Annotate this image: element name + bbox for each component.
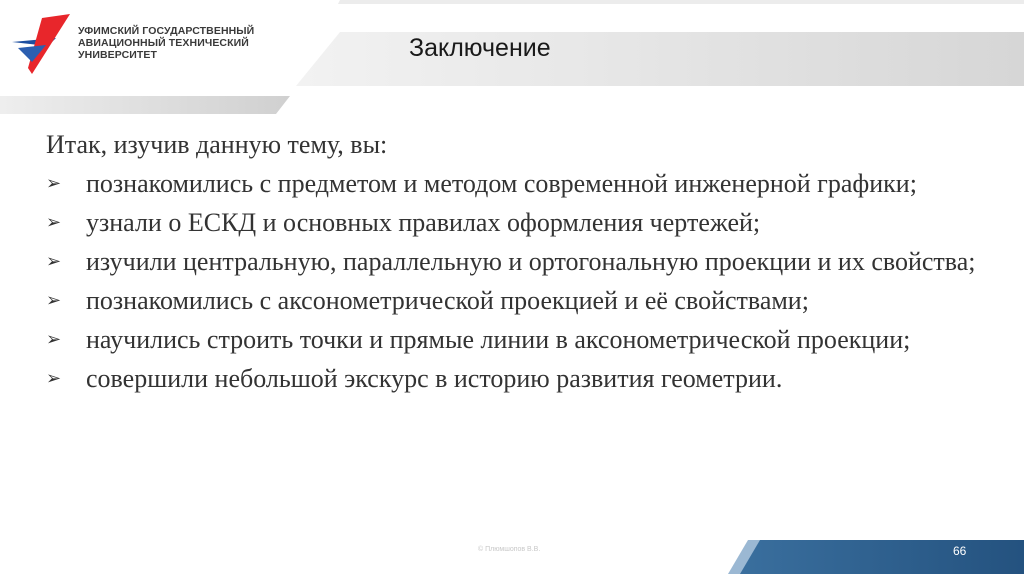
arrow-bullet-icon: ➢ [46,329,62,350]
slide-title: Заключение [409,34,551,62]
list-item-text: познакомились с аксонометрической проекцией и её свойствами; [86,286,809,315]
arrow-bullet-icon: ➢ [46,290,62,311]
list-item-text: научились строить точки и прямые линии в аксонометрической проекции; [86,325,911,354]
university-name-line: АВИАЦИОННЫЙ ТЕХНИЧЕСКИЙ [78,37,249,49]
arrow-bullet-icon: ➢ [46,368,62,389]
copyright-text: © Плюмшопов В.В. [478,546,541,553]
intro-text: Итак, изучив данную тему, вы: [46,130,388,159]
list-item-text: изучили центральную, параллельную и ортогональную проекции и их свойства; [86,247,976,276]
university-name-line: УНИВЕРСИТЕТ [78,49,158,61]
list-item-text: узнали о ЕСКД и основных правилах оформления чертежей; [86,208,761,237]
list-item-text: познакомились с предметом и методом современной инженерной графики; [86,169,917,198]
page-number: 66 [953,544,967,558]
arrow-bullet-icon: ➢ [46,212,62,233]
arrow-bullet-icon: ➢ [46,173,62,194]
university-name-line: УФИМСКИЙ ГОСУДАРСТВЕННЫЙ [78,25,255,37]
arrow-bullet-icon: ➢ [46,251,62,272]
list-item-text: совершили небольшой экскурс в историю развития геометрии. [86,364,783,393]
